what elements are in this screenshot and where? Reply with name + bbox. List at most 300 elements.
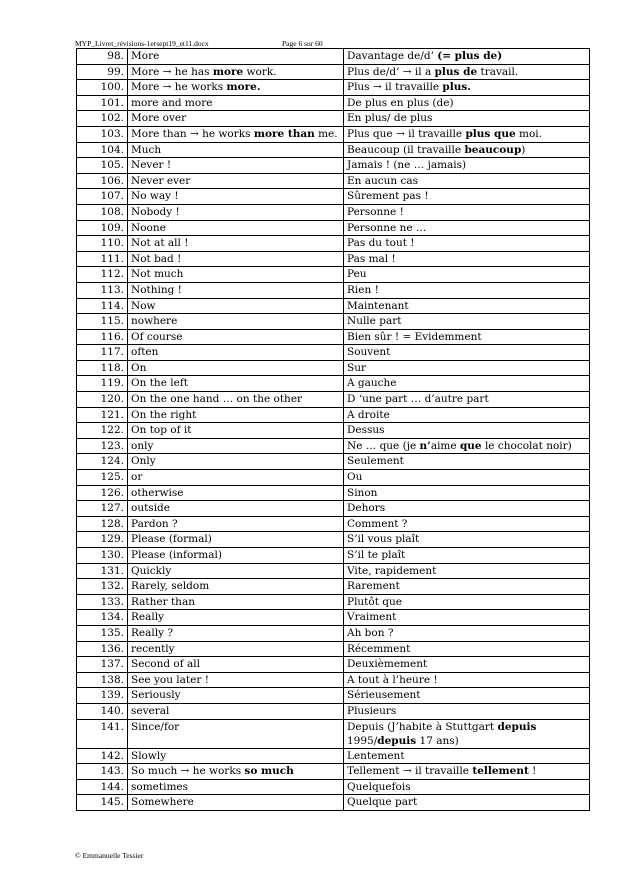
text-segment: Pas mal ! [347, 252, 396, 265]
french-translation [344, 236, 590, 252]
row-number: 103. [77, 126, 128, 142]
text-segment: More over [131, 112, 187, 125]
table-row [77, 314, 590, 330]
row-number: 110. [77, 236, 128, 252]
french-translation [344, 189, 590, 205]
table-row [77, 719, 590, 748]
table-row [77, 204, 590, 220]
row-number: 132. [77, 579, 128, 595]
french-translation [344, 748, 590, 764]
text-segment: Please (informal) [131, 549, 222, 561]
text-segment: sometimes [131, 780, 189, 793]
text-segment: 17 ans) [416, 734, 459, 747]
row-number: 138. [77, 672, 128, 688]
english-term [128, 501, 344, 517]
row-number: 134. [77, 610, 128, 626]
table-row [77, 563, 590, 579]
table-row [77, 625, 590, 641]
text-segment: Dessus [347, 424, 385, 437]
text-segment: No way ! [131, 190, 179, 203]
english-term [128, 548, 344, 564]
text-segment: More → he has [131, 65, 213, 78]
table-row [77, 95, 590, 111]
text-segment: More [131, 50, 160, 62]
table-row [77, 548, 590, 564]
text-segment: more and more [131, 96, 213, 109]
french-translation [344, 80, 590, 96]
english-term [128, 610, 344, 626]
french-translation [344, 329, 590, 345]
text-segment: ! [528, 765, 537, 778]
english-term [128, 251, 344, 267]
row-number: 100. [77, 80, 128, 96]
english-term [128, 111, 344, 127]
french-translation [344, 625, 590, 641]
text-segment: Bien sûr ! = Evidemment [347, 330, 482, 343]
english-term [128, 641, 344, 657]
english-term [128, 688, 344, 704]
english-term [128, 49, 344, 65]
english-term [128, 329, 344, 345]
text-segment: Only [131, 455, 156, 468]
text-segment: outside [131, 502, 170, 515]
french-translation [344, 251, 590, 267]
table-row [77, 64, 590, 80]
english-term [128, 392, 344, 408]
french-translation [344, 470, 590, 486]
english-term [128, 173, 344, 189]
row-number: 124. [77, 454, 128, 470]
french-translation [344, 610, 590, 626]
text-segment: moi. [515, 127, 542, 140]
table-row [77, 251, 590, 267]
table-row [77, 49, 590, 65]
english-term [128, 485, 344, 501]
text-segment: or [131, 471, 143, 484]
french-translation [344, 173, 590, 189]
text-segment: See you later ! [131, 673, 209, 686]
document-filename: MYP_Livret_révisions-1ersept19_et11.docx [75, 39, 209, 48]
table-row [77, 779, 590, 795]
text-segment: several [131, 704, 170, 717]
text-segment: Rather than [131, 595, 195, 608]
row-number: 144. [77, 779, 128, 795]
french-translation [344, 126, 590, 142]
text-segment: more [212, 65, 244, 78]
french-translation [344, 267, 590, 283]
table-row [77, 298, 590, 314]
row-number: 116. [77, 329, 128, 345]
row-number: 141. [77, 719, 128, 748]
text-segment: plus de [434, 65, 478, 78]
vocabulary-table [76, 48, 590, 811]
french-translation [344, 688, 590, 704]
english-term [128, 779, 344, 795]
text-segment: S’il te plaît [347, 549, 406, 561]
row-number: 143. [77, 764, 128, 780]
text-segment: Seulement [347, 455, 404, 468]
english-term [128, 407, 344, 423]
english-term [128, 64, 344, 80]
row-number: 126. [77, 485, 128, 501]
text-segment: Now [131, 299, 156, 312]
english-term [128, 267, 344, 283]
row-number: 142. [77, 748, 128, 764]
text-segment: plus. [442, 81, 471, 94]
text-segment: Never ever [131, 174, 191, 187]
english-term [128, 470, 344, 486]
english-term [128, 719, 344, 748]
text-segment: On the right [131, 408, 197, 421]
page-header [75, 39, 323, 48]
text-segment: Plusieurs [347, 704, 397, 717]
text-segment: Plus que → il travaille [347, 127, 466, 140]
text-segment: S’il vous plaît [347, 533, 420, 546]
row-number: 108. [77, 204, 128, 220]
row-number: 105. [77, 158, 128, 174]
text-segment: 1995/ [347, 734, 378, 747]
text-segment: Deuxièmement [347, 658, 428, 671]
french-translation [344, 703, 590, 719]
table-row [77, 329, 590, 345]
text-segment: Not bad ! [131, 252, 182, 265]
french-translation [344, 158, 590, 174]
text-segment: depuis [497, 720, 537, 733]
text-segment: Never ! [131, 159, 172, 172]
text-segment: Peu [347, 268, 367, 281]
text-segment: nowhere [131, 315, 178, 328]
text-segment: Quelque part [347, 796, 418, 809]
english-term [128, 345, 344, 361]
english-term [128, 672, 344, 688]
text-segment: otherwise [131, 486, 184, 499]
english-term [128, 516, 344, 532]
text-segment: Really [131, 611, 165, 624]
text-segment: Since/for [131, 720, 180, 733]
table-row [77, 594, 590, 610]
row-number: 101. [77, 95, 128, 111]
row-number: 112. [77, 267, 128, 283]
table-row [77, 610, 590, 626]
table-row [77, 267, 590, 283]
row-number: 133. [77, 594, 128, 610]
table-row [77, 126, 590, 142]
row-number: 139. [77, 688, 128, 704]
french-translation [344, 548, 590, 564]
text-segment: More → he works [131, 81, 227, 94]
row-number: 123. [77, 438, 128, 454]
text-segment: more. [226, 81, 261, 94]
row-number: 120. [77, 392, 128, 408]
text-segment: Quelquefois [347, 780, 411, 793]
french-translation [344, 594, 590, 610]
row-number: 135. [77, 625, 128, 641]
row-number: 121. [77, 407, 128, 423]
row-number: 107. [77, 189, 128, 205]
table-row [77, 579, 590, 595]
text-segment: Seriously [131, 689, 181, 702]
text-segment: De plus en plus (de) [347, 96, 454, 109]
row-number: 106. [77, 173, 128, 189]
table-row [77, 485, 590, 501]
table-row [77, 438, 590, 454]
text-segment: A gauche [347, 377, 397, 390]
english-term [128, 563, 344, 579]
text-segment: Vite, rapidement [347, 564, 437, 577]
french-translation [344, 392, 590, 408]
english-term [128, 748, 344, 764]
english-term [128, 80, 344, 96]
text-segment: recently [131, 642, 175, 655]
text-segment: Nulle part [347, 315, 402, 328]
text-segment: Ah bon ? [347, 626, 394, 639]
table-row [77, 407, 590, 423]
text-segment: Plus de/d’ → il a [347, 65, 435, 78]
text-segment: Comment ? [347, 517, 408, 530]
english-term [128, 376, 344, 392]
row-number: 140. [77, 703, 128, 719]
row-number: 136. [77, 641, 128, 657]
text-segment: Plus → il travaille [347, 81, 443, 94]
table-row [77, 111, 590, 127]
text-segment: Of course [131, 330, 183, 343]
french-translation [344, 64, 590, 80]
text-segment: On the one hand … on the other [131, 393, 303, 406]
row-number: 129. [77, 532, 128, 548]
text-segment: travail. [477, 65, 519, 78]
table-row [77, 360, 590, 376]
table-row [77, 470, 590, 486]
row-number: 109. [77, 220, 128, 236]
text-segment: En aucun cas [347, 174, 419, 187]
french-translation [344, 764, 590, 780]
text-segment: tellement [472, 765, 529, 778]
table-row [77, 423, 590, 439]
text-segment: que [459, 439, 482, 452]
french-translation [344, 485, 590, 501]
french-translation [344, 563, 590, 579]
french-translation [344, 438, 590, 454]
row-number: 98. [77, 49, 128, 65]
text-segment: (= plus de) [437, 50, 503, 62]
text-segment: Beaucoup (il travaille [347, 143, 465, 156]
english-term [128, 438, 344, 454]
text-segment: Lentement [347, 749, 405, 762]
table-row [77, 672, 590, 688]
table-row [77, 158, 590, 174]
english-term [128, 657, 344, 673]
page-number: Page 6 sur 60 [282, 39, 323, 48]
french-translation [344, 779, 590, 795]
text-segment: D ‘une part … d’autre part [347, 393, 489, 406]
text-segment: me. [314, 127, 338, 140]
french-translation [344, 641, 590, 657]
french-translation [344, 672, 590, 688]
row-number: 104. [77, 142, 128, 158]
table-row [77, 220, 590, 236]
french-translation [344, 719, 590, 748]
table-row [77, 688, 590, 704]
row-number: 137. [77, 657, 128, 673]
text-segment: Personne ! [347, 205, 404, 218]
english-term [128, 126, 344, 142]
french-translation [344, 657, 590, 673]
text-segment: Pardon ? [131, 517, 178, 530]
french-translation [344, 579, 590, 595]
text-segment: Dehors [347, 502, 386, 515]
french-translation [344, 423, 590, 439]
table-row [77, 236, 590, 252]
table-row [77, 748, 590, 764]
text-segment: Much [131, 143, 162, 156]
english-term [128, 454, 344, 470]
row-number: 119. [77, 376, 128, 392]
text-segment: beaucoup [464, 143, 522, 156]
english-term [128, 236, 344, 252]
text-segment: depuis [377, 734, 417, 747]
french-translation [344, 516, 590, 532]
french-translation [344, 298, 590, 314]
text-segment: only [131, 439, 154, 452]
french-translation [344, 795, 590, 811]
text-segment: Maintenant [347, 299, 409, 312]
text-segment: On top of it [131, 424, 192, 437]
text-segment: Vraiment [347, 611, 397, 624]
row-number: 145. [77, 795, 128, 811]
french-translation [344, 282, 590, 298]
table-row [77, 795, 590, 811]
french-translation [344, 407, 590, 423]
row-number: 114. [77, 298, 128, 314]
french-translation [344, 454, 590, 470]
text-segment: Sinon [347, 486, 378, 499]
french-translation [344, 314, 590, 330]
row-number: 113. [77, 282, 128, 298]
table-row [77, 189, 590, 205]
text-segment: Second of all [131, 658, 200, 671]
english-term [128, 532, 344, 548]
table-row [77, 516, 590, 532]
text-segment: En plus/ de plus [347, 112, 433, 125]
english-term [128, 594, 344, 610]
row-number: 131. [77, 563, 128, 579]
text-segment: Nobody ! [131, 205, 180, 218]
english-term [128, 220, 344, 236]
table-row [77, 501, 590, 517]
text-segment: Plutôt que [347, 595, 402, 608]
text-segment: Jamais ! (ne … jamais) [347, 159, 467, 172]
french-translation [344, 501, 590, 517]
text-segment: aime [430, 439, 460, 452]
table-row [77, 657, 590, 673]
text-segment: work. [243, 65, 277, 78]
text-segment: Somewhere [131, 796, 194, 809]
english-term [128, 423, 344, 439]
text-segment: Quickly [131, 564, 172, 577]
text-segment: ) [521, 143, 526, 156]
vocabulary-table-body [77, 49, 590, 811]
english-term [128, 204, 344, 220]
text-segment: le chocolat noir) [481, 439, 572, 452]
table-row [77, 454, 590, 470]
text-segment: n’ [419, 439, 431, 452]
row-number: 102. [77, 111, 128, 127]
french-translation [344, 95, 590, 111]
text-segment: More than → he works [131, 127, 254, 140]
french-translation [344, 376, 590, 392]
table-row [77, 376, 590, 392]
english-term [128, 189, 344, 205]
english-term [128, 360, 344, 376]
english-term [128, 158, 344, 174]
table-row [77, 345, 590, 361]
french-translation [344, 142, 590, 158]
row-number: 122. [77, 423, 128, 439]
text-segment: Sur [347, 361, 366, 374]
french-translation [344, 220, 590, 236]
english-term [128, 282, 344, 298]
row-number: 117. [77, 345, 128, 361]
french-translation [344, 111, 590, 127]
text-segment: Please (formal) [131, 533, 212, 546]
text-segment: so much [244, 765, 294, 778]
text-segment: On [131, 361, 147, 374]
text-segment: Récemment [347, 642, 411, 655]
text-segment: Rien ! [347, 283, 379, 296]
french-translation [344, 532, 590, 548]
text-segment: Ne … que (je [347, 439, 420, 452]
text-segment: Rarement [347, 580, 400, 593]
text-segment: Souvent [347, 346, 391, 359]
text-segment: Tellement → il travaille [347, 765, 473, 778]
row-number: 128. [77, 516, 128, 532]
text-segment: Really ? [131, 626, 173, 639]
french-translation [344, 345, 590, 361]
table-row [77, 173, 590, 189]
english-term [128, 314, 344, 330]
row-number: 125. [77, 470, 128, 486]
table-row [77, 703, 590, 719]
english-term [128, 703, 344, 719]
row-number: 115. [77, 314, 128, 330]
row-number: 99. [77, 64, 128, 80]
table-row [77, 641, 590, 657]
text-segment: Noone [131, 221, 166, 234]
text-segment: So much → he works [131, 765, 245, 778]
row-number: 111. [77, 251, 128, 267]
text-segment: Slowly [131, 749, 167, 762]
text-segment: Sûrement pas ! [347, 190, 429, 203]
text-segment: Personne ne … [347, 221, 427, 234]
text-segment: Davantage de/d’ [347, 50, 438, 62]
text-segment: Not much [131, 268, 184, 281]
table-row [77, 282, 590, 298]
english-term [128, 579, 344, 595]
text-segment: plus que [465, 127, 516, 140]
table-row [77, 80, 590, 96]
text-segment: more than [253, 127, 315, 140]
french-translation [344, 360, 590, 376]
english-term [128, 795, 344, 811]
text-segment: Not at all ! [131, 237, 189, 250]
french-translation [344, 49, 590, 65]
text-segment: Depuis (J’habite à Stuttgart [347, 720, 498, 733]
text-segment: On the left [131, 377, 188, 390]
text-segment: A tout à l’heure ! [347, 673, 438, 686]
row-number: 118. [77, 360, 128, 376]
text-segment: Nothing ! [131, 283, 182, 296]
english-term [128, 95, 344, 111]
